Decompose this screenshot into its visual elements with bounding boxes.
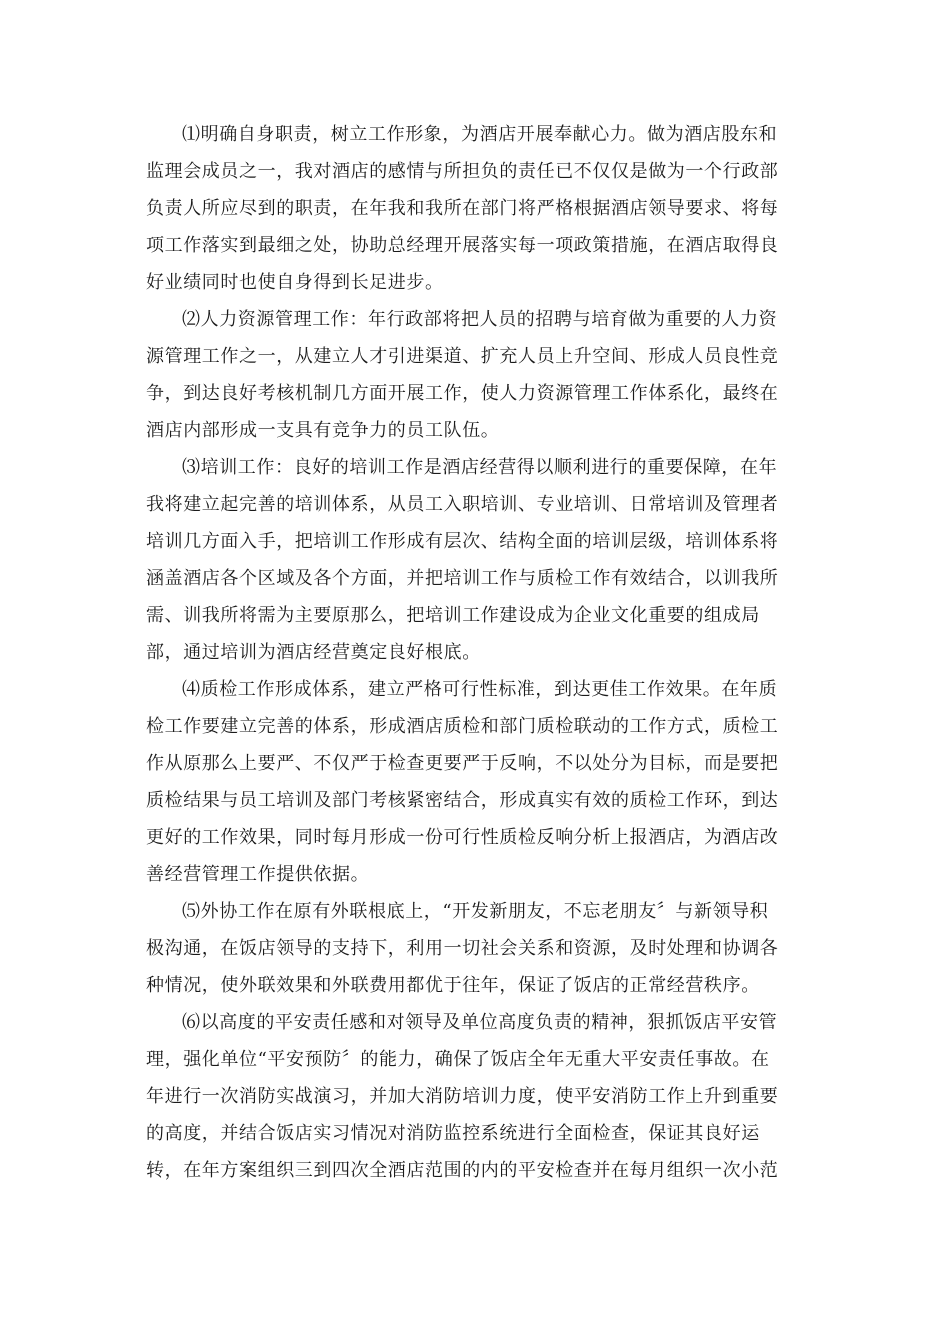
text-line: 好业绩同时也使自身得到长足进步。 [146, 272, 444, 293]
paragraph-4 [146, 671, 806, 893]
text-line: ⑷质检工作形成体系，建立严格可行性标准，到达更佳工作效果。在年质 [182, 679, 778, 700]
paragraph-5 [146, 893, 806, 1004]
text-line: 的高度，并结合饭店实习情况对消防监控系统进行全面检查，保证其良好运 [146, 1123, 760, 1144]
text-line: ⑵人力资源管理工作：年行政部将把人员的招聘与培育做为重要的人力资 [182, 309, 778, 330]
text-line: 质检结果与员工培训及部门考核紧密结合，形成真实有效的质检工作环，到达 [146, 790, 779, 811]
text-line: ⑴明确自身职责，树立工作形象，为酒店开展奉献心力。做为酒店股东和 [182, 124, 778, 145]
text-line: ⑶培训工作：良好的培训工作是酒店经营得以顺利进行的重要保障，在年 [182, 457, 778, 478]
text-line: 培训几方面入手，把培训工作形成有层次、结构全面的培训层级，培训体系将 [146, 531, 779, 552]
text-line: 部，通过培训为酒店经营奠定良好根底。 [146, 642, 481, 663]
text-line: 项工作落实到最细之处，协助总经理开展落实每一项政策措施，在酒店取得良 [146, 235, 779, 256]
paragraph-3 [146, 449, 806, 671]
text-line: 年进行一次消防实战演习，并加大消防培训力度，使平安消防工作上升到重要 [146, 1086, 779, 1107]
text-line: 理，强化单位“平安预防〞的能力，确保了饭店全年无重大平安责任事故。在 [146, 1049, 770, 1070]
text-line: 作从原那么上要严、不仅严于检查更要严于反响，不以处分为目标，而是要把 [146, 753, 779, 774]
paragraph-2 [146, 301, 806, 449]
text-line: 善经营管理工作提供依据。 [146, 864, 370, 885]
text-line: 转，在年方案组织三到四次全酒店范围的内的平安检查并在每月组织一次小范 [146, 1160, 779, 1181]
text-line: 源管理工作之一，从建立人才引进渠道、扩充人员上升空间、形成人员良性竞 [146, 346, 779, 367]
text-line: 更好的工作效果，同时每月形成一份可行性质检反响分析上报酒店，为酒店改 [146, 827, 779, 848]
text-line: ⑹以高度的平安责任感和对领导及单位高度负责的精神，狠抓饭店平安管 [182, 1012, 778, 1033]
text-line: 极沟通，在饭店领导的支持下，利用一切社会关系和资源，及时处理和协调各 [146, 938, 779, 959]
text-line: 我将建立起完善的培训体系，从员工入职培训、专业培训、日常培训及管理者 [146, 494, 779, 515]
paragraph-6 [146, 1004, 806, 1189]
text-line: 酒店内部形成一支具有竞争力的员工队伍。 [146, 420, 500, 441]
text-line: 涵盖酒店各个区域及各个方面，并把培训工作与质检工作有效结合，以训我所 [146, 568, 779, 589]
text-line: 监理会成员之一，我对酒店的感情与所担负的责任已不仅仅是做为一个行政部 [146, 161, 779, 182]
text-line: ⑸外协工作在原有外联根底上，“开发新朋友，不忘老朋友〞与新领导积 [182, 901, 769, 922]
text-line: 种情况，使外联效果和外联费用都优于往年，保证了饭店的正常经营秩序。 [146, 975, 760, 996]
text-line: 争，到达良好考核机制几方面开展工作，使人力资源管理工作体系化，最终在 [146, 383, 779, 404]
text-line: 需、训我所将需为主要原那么，把培训工作建设成为企业文化重要的组成局 [146, 605, 760, 626]
document-page [146, 116, 806, 1189]
text-line: 负责人所应尽到的职责，在年我和我所在部门将严格根据酒店领导要求、将每 [146, 198, 779, 219]
text-line: 检工作要建立完善的体系，形成酒店质检和部门质检联动的工作方式，质检工 [146, 716, 779, 737]
paragraph-1 [146, 116, 806, 301]
